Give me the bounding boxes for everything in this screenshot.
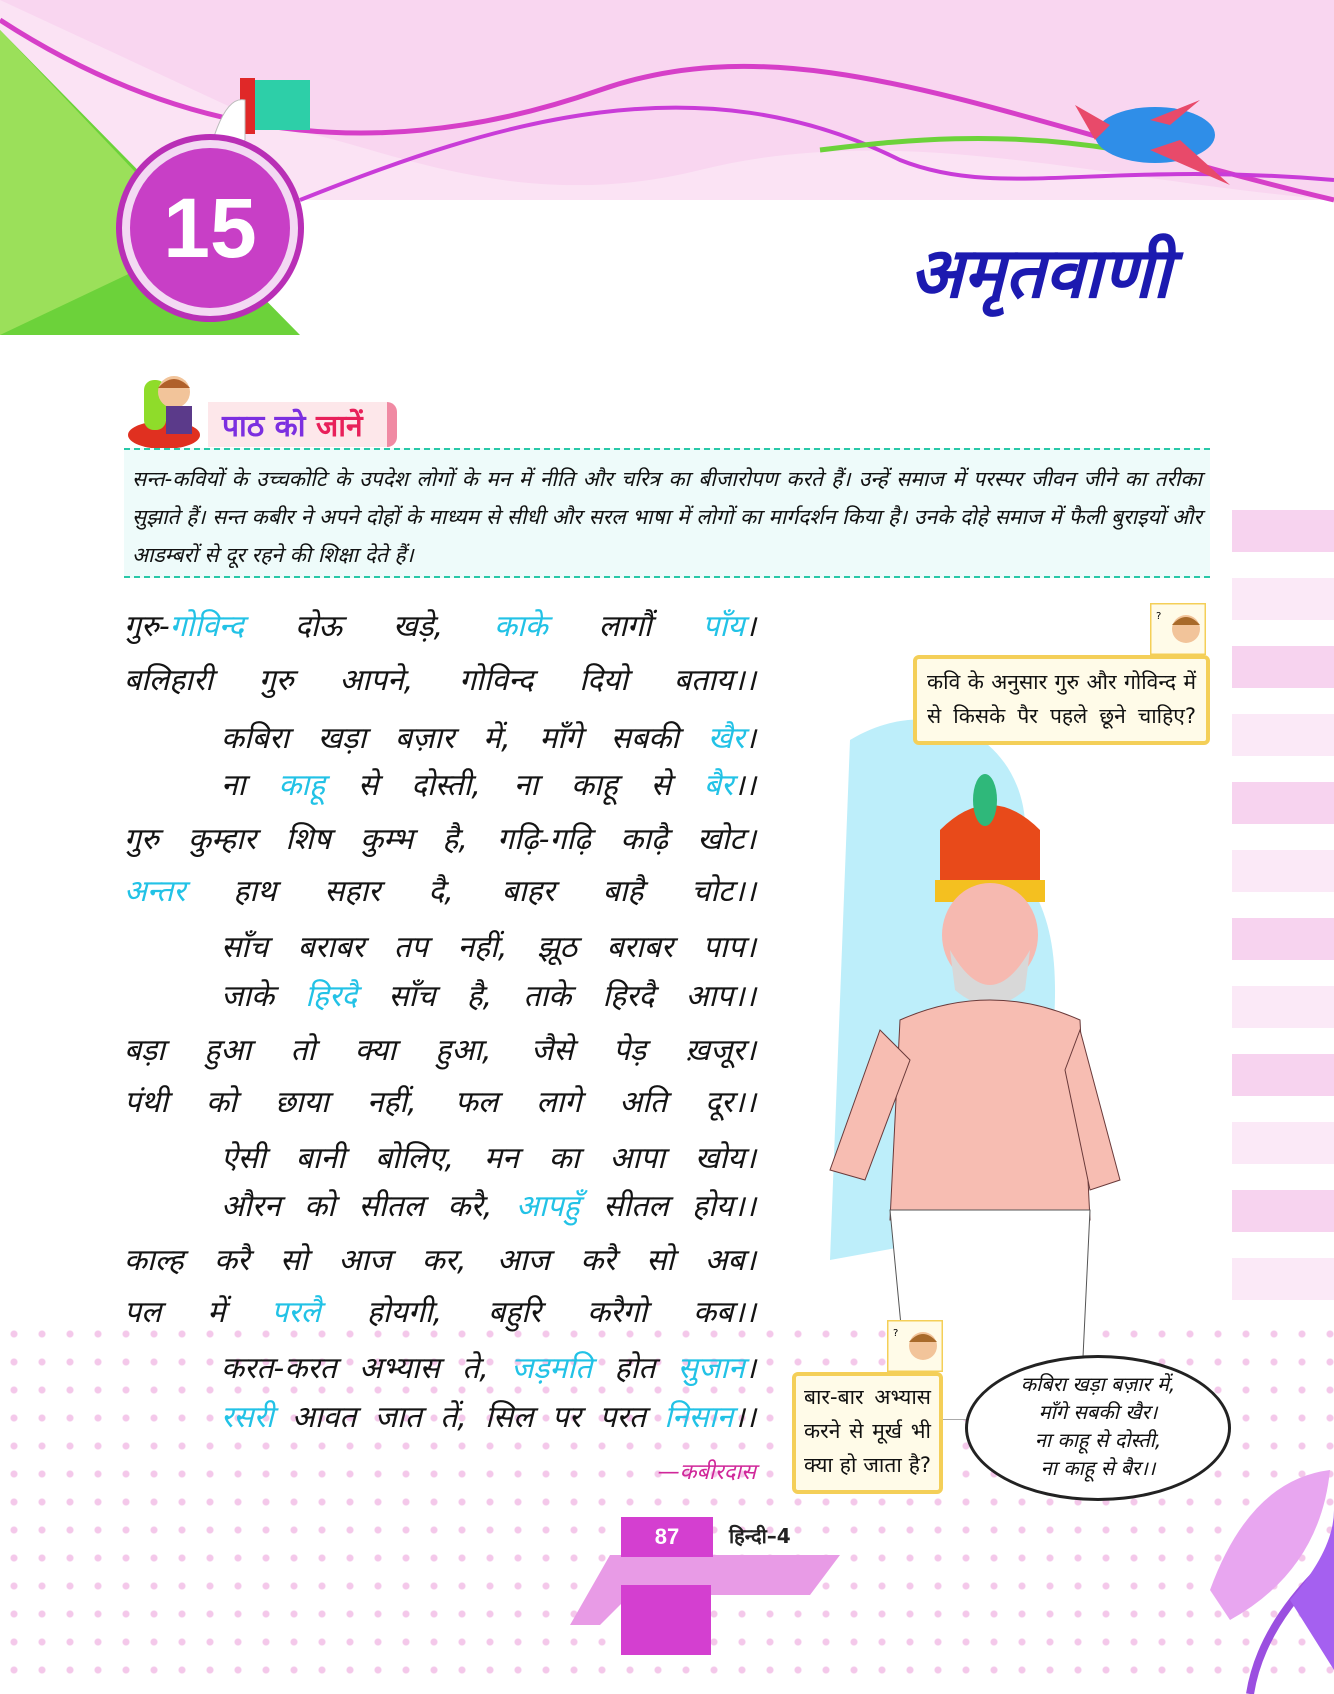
poem-text: औरन को सीतल करै, <box>221 1189 516 1224</box>
poem-text: होत <box>592 1351 678 1386</box>
poem-line <box>124 1028 756 1069</box>
book-name: हिन्दी–4 <box>729 1524 791 1548</box>
poem-text: पंथी को छाया नहीं, फल लागे अति दूर।। <box>124 1085 756 1120</box>
highlighted-word: रसरी <box>221 1400 274 1435</box>
poem-line <box>221 1184 756 1225</box>
section-title-part2: जानें <box>315 408 363 444</box>
highlighted-word: आपहुँ <box>515 1189 580 1224</box>
poem-text: । <box>744 721 756 756</box>
poem-text: दोऊ खड़े, <box>243 609 494 644</box>
poem-line <box>124 869 756 910</box>
poem-text: बड़ा हुआ तो क्या हुआ, जैसे पेड़ ख़जूर। <box>124 1033 756 1068</box>
page-number: 87 <box>621 1517 713 1557</box>
section-banner <box>124 400 397 448</box>
bubble-line: ना काहू से बैर।। <box>1040 1456 1156 1480</box>
poem-text: ना <box>221 768 279 803</box>
poem-text: कबिरा खड़ा बज़ार में, माँगे सबकी <box>221 721 708 756</box>
bubble-line: ना काहू से दोस्ती, <box>1034 1428 1162 1452</box>
poem-text: ।। <box>733 1400 756 1435</box>
poem-text: से दोस्ती, ना काहू से <box>325 768 704 803</box>
svg-text:?: ? <box>1156 611 1162 622</box>
poem-author: —कबीरदास <box>657 1460 756 1485</box>
poem-text: । <box>744 1351 756 1386</box>
poem-text: ऐसी बानी बोलिए, मन का आपा खोय। <box>221 1141 756 1176</box>
poem-text: सीतल होय।। <box>579 1189 756 1224</box>
section-title-part1: पाठ को <box>222 408 306 444</box>
leaf-decoration <box>1190 1470 1334 1694</box>
highlighted-word: जड़मति <box>511 1351 593 1386</box>
poem-text: । <box>744 609 756 644</box>
poem-text: काल्ह करै सो आज कर, आज करै सो अब। <box>124 1243 756 1278</box>
poem-line <box>221 716 756 757</box>
poem-line <box>221 763 756 804</box>
poem-text: लागौं <box>547 609 703 644</box>
intro-text: सन्त-कवियों के उच्चकोटि के उपदेश लोगों के मन में नीति और चरित्र का बीजारोपण करते हैं। उन्हें समाज में परस्पर जीवन जीने का तरीका सुझाते हैं। सन्त कबीर ने अपने दोहों के माध्यम से सीधी और सरल भाषा में लोगों का मार्गदर्शन किया है। उनके दोहे समाज में फैली बुराइयों और आडम्बरों से दूर रहने की शिक्षा देते हैं। <box>124 448 1210 578</box>
poem-line <box>124 604 756 645</box>
thinking-kid-icon <box>887 1320 943 1372</box>
poem-text: जाके <box>221 979 306 1014</box>
poem-text: गुरु- <box>124 609 170 644</box>
poem-line <box>221 1395 756 1436</box>
highlighted-word: निसान <box>664 1400 734 1435</box>
poem-text: होयगी, बहुरि करैगो कब।। <box>320 1295 756 1330</box>
poem-line <box>124 1080 756 1121</box>
question-box-2: बार-बार अभ्यास करने से मूर्ख भी क्या हो जाता है? <box>792 1372 943 1494</box>
highlighted-word: काके <box>494 609 548 644</box>
poem-text: साँच बराबर तप नहीं, झूठ बराबर पाप। <box>221 930 756 965</box>
section-title <box>208 402 397 447</box>
poem-text: पल में <box>124 1295 272 1330</box>
poem-line <box>124 1290 756 1331</box>
poem-text: हाथ सहार दै, बाहर बाहै चोट।। <box>185 874 756 909</box>
question-box-1: कवि के अनुसार गुरु और गोविन्द में से किसके पैर पहले छूने चाहिए? <box>913 655 1210 745</box>
footer-decoration <box>570 1545 850 1655</box>
poem-line <box>124 658 756 699</box>
reading-boy-icon <box>124 370 214 450</box>
poem-text: ।। <box>733 768 756 803</box>
highlighted-word: हिरदै <box>305 979 358 1014</box>
poem-text: बलिहारी गुरु आपने, गोविन्द दियो बताय।। <box>124 663 756 698</box>
svg-text:?: ? <box>893 1328 899 1339</box>
poem-text: साँच है, ताके हिरदै आप।। <box>357 979 757 1014</box>
poem-text: गुरु कुम्हार शिष कुम्भ है, गढ़ि-गढ़ि काढ़ै खोट। <box>124 822 756 857</box>
highlighted-word: परलै <box>271 1295 321 1330</box>
poem-text: करत-करत अभ्यास ते, <box>221 1351 512 1386</box>
thinking-kid-icon <box>1150 603 1206 655</box>
chapter-number-badge: 15 <box>122 140 298 316</box>
side-stripes <box>1232 510 1334 1310</box>
poem-line <box>124 1238 756 1279</box>
highlighted-word: काहू <box>278 768 326 803</box>
highlighted-word: पाँय <box>702 609 745 644</box>
highlighted-word: सुजान <box>677 1351 745 1386</box>
bubble-line: कबिरा खड़ा बज़ार में, <box>1020 1372 1176 1396</box>
kabir-illustration <box>790 700 1230 1420</box>
poem-line <box>221 925 756 966</box>
highlighted-word: गोविन्द <box>169 609 244 644</box>
poem-line <box>124 817 756 858</box>
poem-line <box>221 1136 756 1177</box>
poem-line <box>221 974 756 1015</box>
poem-line <box>221 1346 756 1387</box>
bubble-line: माँगे सबकी खैर। <box>1038 1400 1158 1424</box>
chapter-title: अमृतवाणी <box>909 231 1171 314</box>
highlighted-word: खैर <box>707 721 745 756</box>
highlighted-word: अन्तर <box>124 874 186 909</box>
poem-text: आवत जात तें, सिल पर परत <box>273 1400 665 1435</box>
highlighted-word: बैर <box>703 768 734 803</box>
